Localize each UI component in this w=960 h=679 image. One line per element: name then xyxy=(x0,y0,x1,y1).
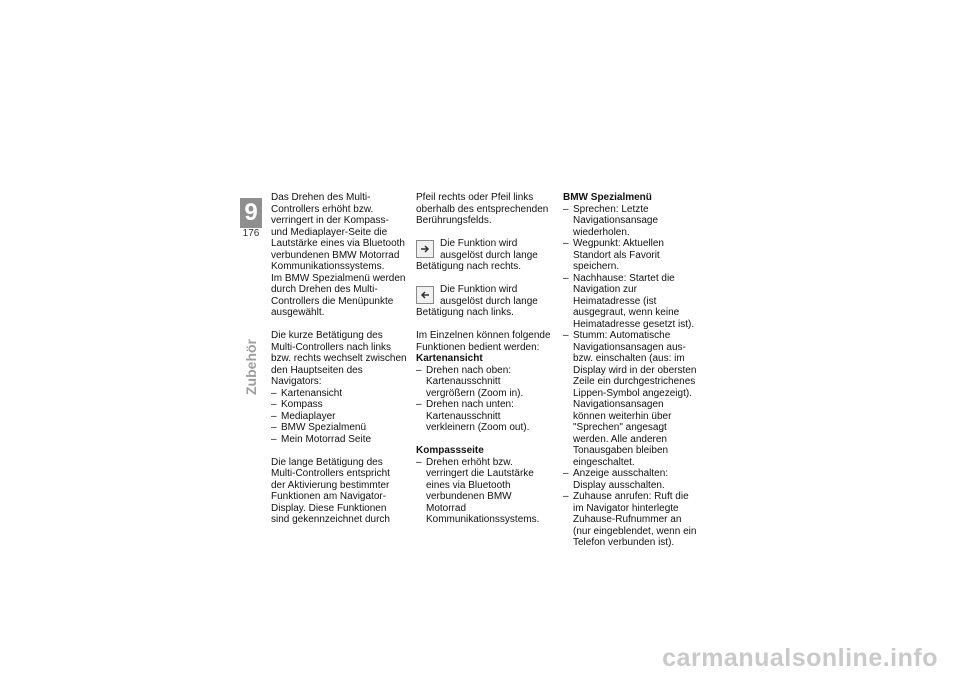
list-item: – Anzeige ausschalten: Display ausschalten. xyxy=(563,468,699,491)
list-item: – Nachhause: Startet die Navigation zur Heimatadresse (ist ausgegraut, wenn keine Heimatadresse gesetzt ist). xyxy=(563,273,699,331)
list-item: – Stumm: Automatische Navigationsansagen aus- bzw. einschalten (aus: im Display wird in der obersten Zeile ein durchgestrichenes Lippen-Symbol angezeigt). Navigationsansagen können weiterhin über "Sprechen" angesagt werden. Alle anderen Tonausgaben bleiben eingeschaltet. xyxy=(563,330,699,468)
chapter-number-box: 9 xyxy=(240,198,262,228)
arrow-right-icon xyxy=(416,240,434,258)
paragraph: Im Einzelnen können folgende Funktionen bedient werden: xyxy=(416,330,551,353)
page-number: 176 xyxy=(242,228,260,239)
main-pages-list xyxy=(271,388,407,446)
section-heading: Kompassseite xyxy=(416,445,484,456)
list-item: – BMW Spezialmenü xyxy=(271,422,407,434)
list-item: – Drehen nach unten: Kartenausschnitt verkleinern (Zoom out). xyxy=(416,399,552,434)
icon-paragraph-text: Die Funktion wird ausgelöst durch lange Betätigung nach links. xyxy=(416,284,538,318)
list-item: – Sprechen: Letzte Navigationsansage wiederholen. xyxy=(563,204,699,239)
text-column-3 xyxy=(563,192,699,560)
list-item: – Wegpunkt: Aktuellen Standort als Favorit speichern. xyxy=(563,238,699,273)
list-item: – Drehen nach oben: Kartenausschnitt vergrößern (Zoom in). xyxy=(416,365,552,400)
icon-paragraph-left xyxy=(416,284,552,319)
text-column-2 xyxy=(416,192,552,537)
list-item: – Zuhause anrufen: Ruft die im Navigator hinterlegte Zuhause-Rufnummer an (nur eingeblendet, wenn ein Telefon verbunden ist). xyxy=(563,491,699,549)
paragraph: Im BMW Spezialmenü werden durch Drehen des Multi-Controllers die Menüpunkte ausgewählt. xyxy=(271,272,406,318)
paragraph: Die lange Betätigung des Multi-Controllers entspricht der Aktivierung bestimmter Funktionen am Navigator-Display. Diese Funktionen sind gekennzeichnet durch xyxy=(271,456,390,525)
paragraph: Die kurze Betätigung des Multi-Controllers nach links bzw. rechts wechselt zwischen den Hauptseiten des Navigators: xyxy=(271,330,407,387)
list-item: – Mein Motorrad Seite xyxy=(271,434,407,446)
arrow-left-icon xyxy=(416,286,434,304)
paragraph: Das Drehen des Multi-Controllers erhöht bzw. verringert in der Kompass- und Mediaplayer-Seite die Lautstärke eines via Bluetooth verbundenen BMW Motorrad Kommunikationssystems. xyxy=(271,192,405,272)
list-item: – Kartenansicht xyxy=(271,388,407,400)
icon-paragraph-right xyxy=(416,238,552,273)
list-item: – Drehen erhöht bzw. verringert die Lautstärke eines via Bluetooth verbundenen BMW Motorrad Kommunikationssystems. xyxy=(416,457,552,526)
section-heading: BMW Spezialmenü xyxy=(563,192,652,203)
list-item: – Mediaplayer xyxy=(271,411,407,423)
icon-paragraph-text: Die Funktion wird ausgelöst durch lange Betätigung nach rechts. xyxy=(416,238,538,272)
special-menu-list xyxy=(563,204,699,549)
watermark: carmanualsonline.info xyxy=(662,644,938,672)
chapter-title-vertical xyxy=(238,332,264,402)
paragraph: Pfeil rechts oder Pfeil links oberhalb des entsprechenden Berührungsfelds. xyxy=(416,192,549,226)
chapter-title-text: Zubehör xyxy=(243,339,259,395)
section-heading: Kartenansicht xyxy=(416,353,483,364)
compass-list xyxy=(416,457,552,526)
text-column-1 xyxy=(271,192,407,537)
list-item: – Kompass xyxy=(271,399,407,411)
map-view-list xyxy=(416,365,552,434)
